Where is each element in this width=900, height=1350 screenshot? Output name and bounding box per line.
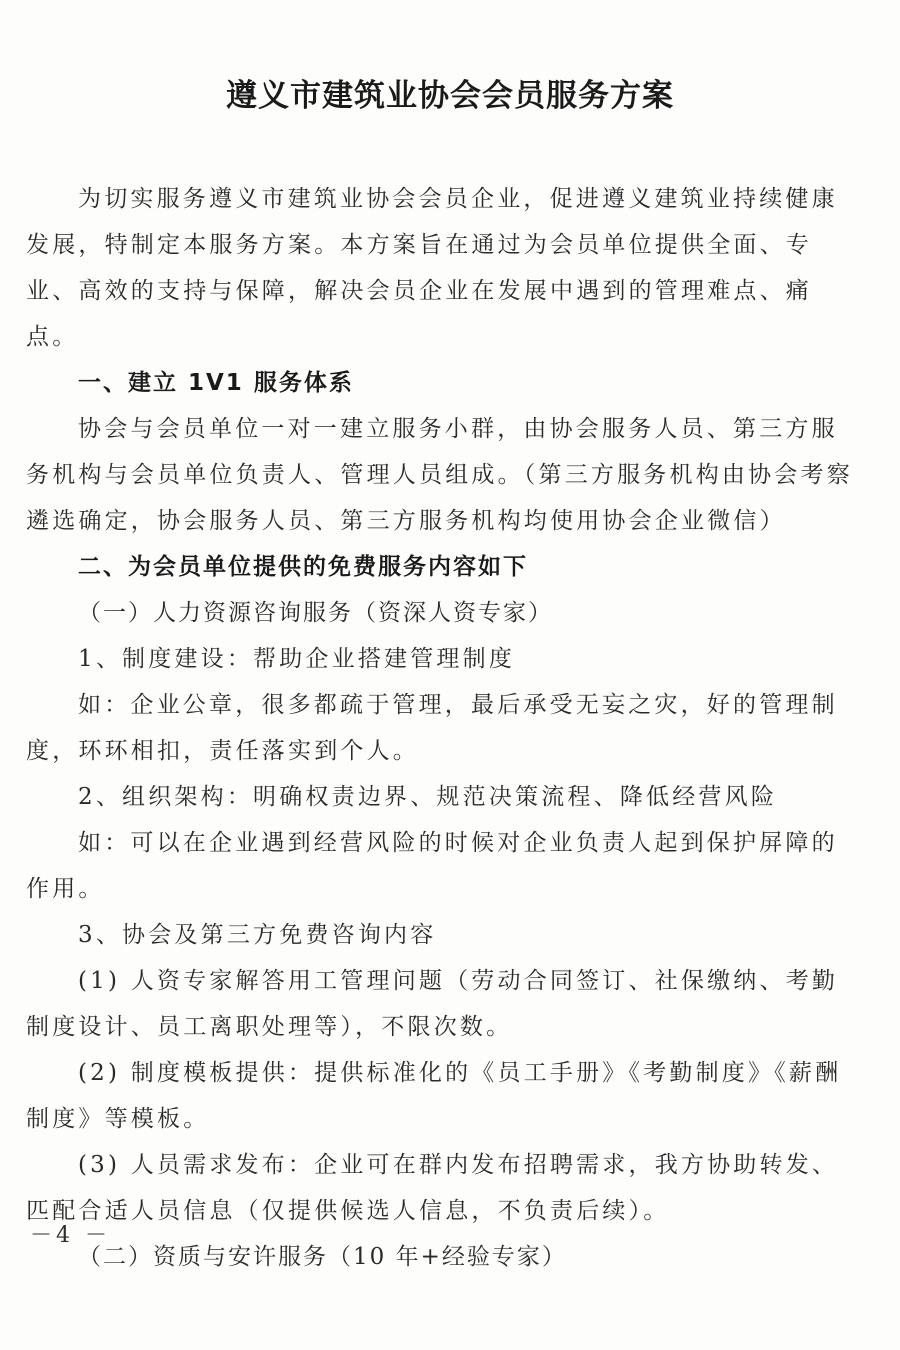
subsection-2-heading: （二）资质与安许服务（10 年+经验专家） (78, 1244, 567, 1270)
item-3-3: (3) 人员需求发布：企业可在群内发布招聘需求，我方协助转发、匹配合适人员信息（仅提供候选人信息，不负责后续）。 (26, 1152, 839, 1224)
item-2-example: 如：可以在企业遇到经营风险的时候对企业负责人起到保护屏障的作用。 (26, 830, 838, 902)
item-1-example: 如：企业公章，很多都疏于管理，最后承受无妄之灾，好的管理制度，环环相扣，责任落实到个人。 (26, 692, 838, 764)
page-number: －4 － (30, 1223, 111, 1248)
item-3-2: (2) 制度模板提供：提供标准化的《员工手册》《考勤制度》《薪酬制度》等模板。 (26, 1060, 842, 1132)
document-title: 遵义市建筑业协会会员服务方案 (226, 78, 674, 114)
item-3-heading: 3、协会及第三方免费咨询内容 (78, 922, 437, 948)
item-2-heading: 2、组织架构：明确权责边界、规范决策流程、降低经营风险 (78, 784, 778, 810)
item-3-1: (1) 人资专家解答用工管理问题（劳动合同签订、社保缴纳、考勤制度设计、员工离职处理等），不限次数。 (26, 968, 839, 1040)
section-1-heading: 一、建立 1V1 服务体系 (78, 370, 354, 396)
intro-paragraph: 为切实服务遵义市建筑业协会会员企业，促进遵义建筑业持续健康发展，特制定本服务方案。本方案旨在通过为会员单位提供全面、专业、高效的支持与保障，解决会员企业在发展中遇到的管理难点、痛点。 (26, 186, 838, 350)
subsection-1-heading: （一）人力资源咨询服务（资深人资专家） (78, 600, 553, 626)
item-1-heading: 1、制度建设：帮助企业搭建管理制度 (78, 646, 516, 672)
section-1-paragraph: 协会与会员单位一对一建立服务小群，由协会服务人员、第三方服务机构与会员单位负责人、管理人员组成。（第三方服务机构由协会考察遴选确定，协会服务人员、第三方服务机构均使用协会企业微信） (26, 416, 853, 534)
section-2-heading: 二、为会员单位提供的免费服务内容如下 (78, 554, 528, 580)
document-body (26, 176, 856, 1280)
